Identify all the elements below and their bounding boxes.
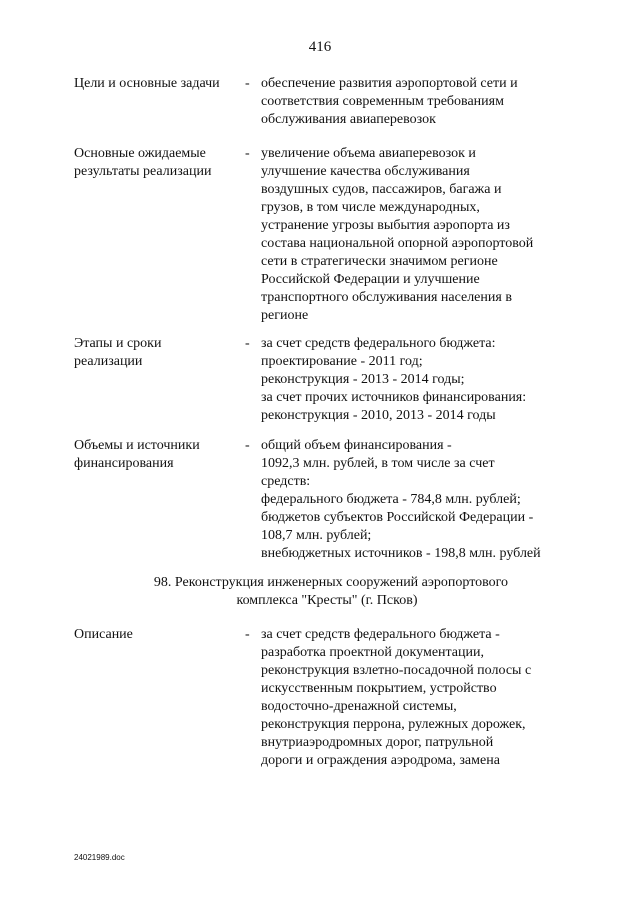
row-value-line: устранение угрозы выбытия аэропорта из <box>261 218 510 233</box>
row-value-line: воздушных судов, пассажиров, багажа и <box>261 182 502 197</box>
row-value-line: реконструкция - 2013 - 2014 годы; <box>261 372 465 387</box>
row-value-line: дороги и ограждения аэродрома, замена <box>261 753 500 768</box>
section-heading-line: 98. Реконструкция инженерных сооружений аэропортового <box>153 575 509 590</box>
row-value-line: водосточно-дренажной системы, <box>261 699 457 714</box>
row-label-line: результаты реализации <box>74 164 212 179</box>
row-value-line: транспортного обслуживания населения в <box>261 290 512 305</box>
row-dash: - <box>245 76 250 91</box>
row-value-line: Российской Федерации и улучшение <box>261 272 480 287</box>
row-label <box>74 437 244 473</box>
row-value-line: реконструкция перрона, рулежных дорожек, <box>261 717 526 732</box>
row-label-line: Основные ожидаемые <box>74 146 206 161</box>
row-value-line: грузов, в том числе международных, <box>261 200 480 215</box>
row-value-line: увеличение объема авиаперевозок и <box>261 146 476 161</box>
row-value-line: 1092,3 млн. рублей, в том числе за счет <box>261 456 495 471</box>
row-value <box>261 75 601 129</box>
row-value <box>261 437 601 563</box>
row-label-line: Цели и основные задачи <box>74 76 220 91</box>
row-value-line: улучшение качества обслуживания <box>261 164 470 179</box>
row-label-line: Объемы и источники <box>74 438 200 453</box>
row-value-line: за счет прочих источников финансирования: <box>261 390 527 405</box>
row-dash: - <box>245 627 250 642</box>
row-label-line: Описание <box>74 627 133 642</box>
row-value-line: состава национальной опорной аэропортовой <box>261 236 534 251</box>
page-number: 416 <box>308 39 332 55</box>
document-filename: 24021989.doc <box>74 853 125 862</box>
row-value-line: соответствия современным требованиям <box>261 94 504 109</box>
row-value-line: внебюджетных источников - 198,8 млн. рублей <box>261 546 541 561</box>
row-value-line: искусственным покрытием, устройство <box>261 681 497 696</box>
row-value-line: за счет средств федерального бюджета: <box>261 336 496 351</box>
row-label-line: реализации <box>74 354 143 369</box>
section-heading <box>0 574 640 610</box>
row-value <box>261 626 601 770</box>
row-value-line: разработка проектной документации, <box>261 645 485 660</box>
row-value <box>261 335 601 425</box>
row-value-line: регионе <box>261 308 309 323</box>
row-value-line: общий объем финансирования - <box>261 438 452 453</box>
row-value-line: сети в стратегически значимом регионе <box>261 254 498 269</box>
row-label-line: финансирования <box>74 456 174 471</box>
row-dash: - <box>245 146 250 161</box>
section-heading-line: комплекса "Кресты" (г. Псков) <box>236 593 418 608</box>
row-label <box>74 626 244 644</box>
row-value-line: за счет средств федерального бюджета - <box>261 627 500 642</box>
row-value-line: реконструкция - 2010, 2013 - 2014 годы <box>261 408 496 423</box>
row-value <box>261 145 601 325</box>
row-value-line: средств: <box>261 474 311 489</box>
row-label <box>74 145 244 181</box>
row-value-line: обслуживания авиаперевозок <box>261 112 436 127</box>
row-value-line: внутриаэродромных дорог, патрульной <box>261 735 494 750</box>
row-value-line: 108,7 млн. рублей; <box>261 528 372 543</box>
row-dash: - <box>245 438 250 453</box>
row-value-line: проектирование - 2011 год; <box>261 354 423 369</box>
row-value-line: реконструкция взлетно-посадочной полосы с <box>261 663 532 678</box>
row-value-line: обеспечение развития аэропортовой сети и <box>261 76 518 91</box>
row-label <box>74 335 244 371</box>
row-label-line: Этапы и сроки <box>74 336 162 351</box>
row-value-line: федерального бюджета - 784,8 млн. рублей; <box>261 492 521 507</box>
row-value-line: бюджетов субъектов Российской Федерации - <box>261 510 534 525</box>
row-label <box>74 75 244 93</box>
row-dash: - <box>245 336 250 351</box>
